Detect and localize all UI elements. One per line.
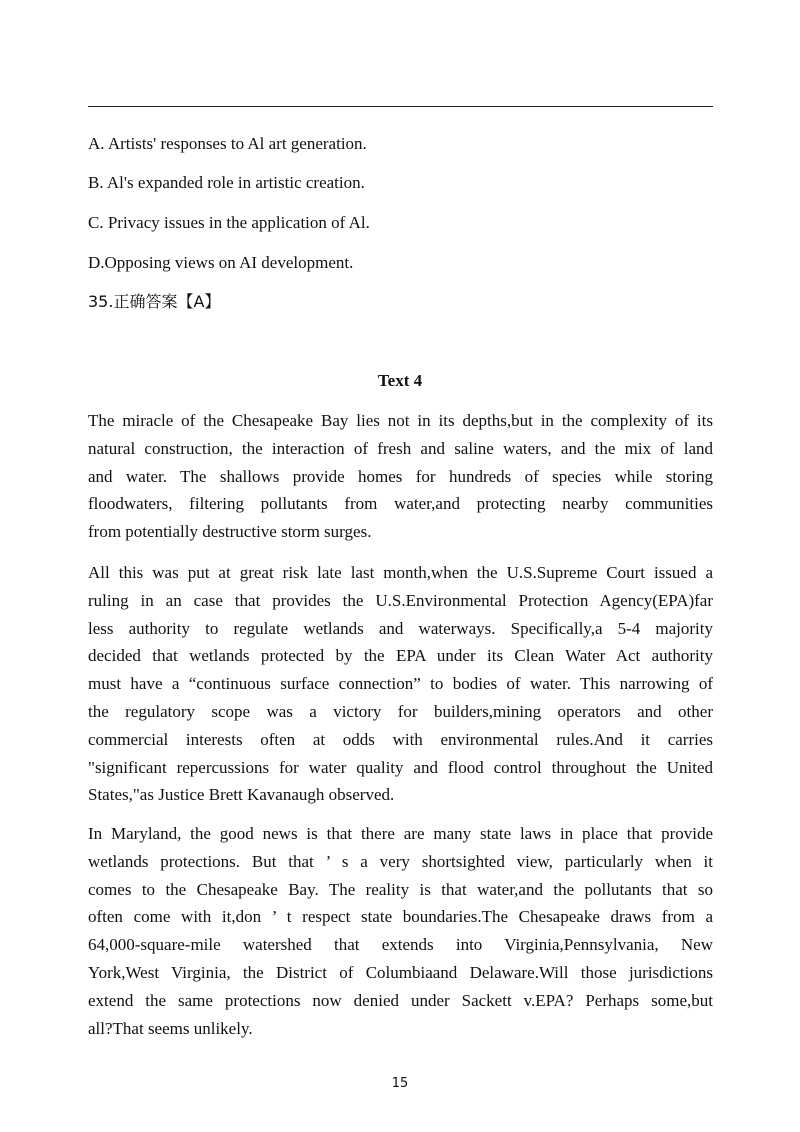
paragraph-line: wetlands protections. But that ’ s a very shortsighted view, particularly when it — [88, 851, 713, 871]
paragraph-line: York,West Virginia, the District of Columbiaand Delaware.Will those jurisdictions — [88, 962, 713, 982]
paragraph-line: natural construction, the interaction of fresh and saline waters, and the mix of land — [88, 438, 713, 458]
answer-key: 35.正确答案【A】 — [88, 292, 221, 311]
paragraph-1 — [88, 407, 713, 546]
option-b: B. Al's expanded role in artistic creation. — [88, 173, 365, 192]
paragraph-line: commercial interests often at odds with environmental rules.And it carries — [88, 729, 713, 749]
paragraph-line: extend the same protections now denied under Sackett v.EPA? Perhaps some,but — [88, 990, 713, 1010]
paragraph-line: often come with it,don ’ t respect state boundaries.The Chesapeake draws from a — [88, 907, 713, 927]
header-rule — [88, 106, 713, 107]
paragraph-line: must have a “continuous surface connection” to bodies of water. This narrowing of — [88, 674, 713, 694]
page-number: 15 — [391, 1076, 409, 1091]
paragraph-line: "significant repercussions for water quality and flood control throughout the United — [88, 757, 713, 777]
paragraph-line: decided that wetlands protected by the EPA under its Clean Water Act authority — [88, 646, 713, 666]
paragraph-line: floodwaters, filtering pollutants from water,and protecting nearby communities — [88, 494, 713, 514]
paragraph-line: All this was put at great risk late last month,when the U.S.Supreme Court issued a — [88, 563, 713, 582]
paragraph-line: the regulatory scope was a victory for builders,mining operators and other — [88, 701, 713, 721]
paragraph-line: and water. The shallows provide homes for hundreds of species while storing — [88, 466, 713, 486]
paragraph-line: ruling in an case that provides the U.S.Environmental Protection Agency(EPA)far — [88, 590, 713, 610]
option-d: D.Opposing views on AI development. — [88, 253, 354, 272]
option-c: C. Privacy issues in the application of Al. — [88, 213, 370, 232]
paragraph-2 — [88, 559, 713, 809]
section-heading: Text 4 — [377, 371, 423, 390]
paragraph-line: In Maryland, the good news is that there are many state laws in place that provide — [88, 824, 713, 843]
paragraph-line: States,"as Justice Brett Kavanaugh observed. — [88, 785, 395, 805]
paragraph-3 — [88, 820, 713, 1042]
paragraph-line: from potentially destructive storm surges. — [88, 522, 372, 542]
option-a: A. Artists' responses to Al art generation. — [88, 134, 367, 153]
paragraph-line: less authority to regulate wetlands and waterways. Specifically,a 5-4 majority — [88, 618, 713, 638]
paragraph-line: all?That seems unlikely. — [88, 1018, 253, 1038]
paragraph-line: 64,000-square-mile watershed that extends into Virginia,Pennsylvania, New — [88, 935, 713, 955]
paragraph-line: The miracle of the Chesapeake Bay lies not in its depths,but in the complexity of its — [88, 411, 713, 430]
paragraph-line: comes to the Chesapeake Bay. The reality is that water,and the pollutants that so — [88, 879, 713, 899]
